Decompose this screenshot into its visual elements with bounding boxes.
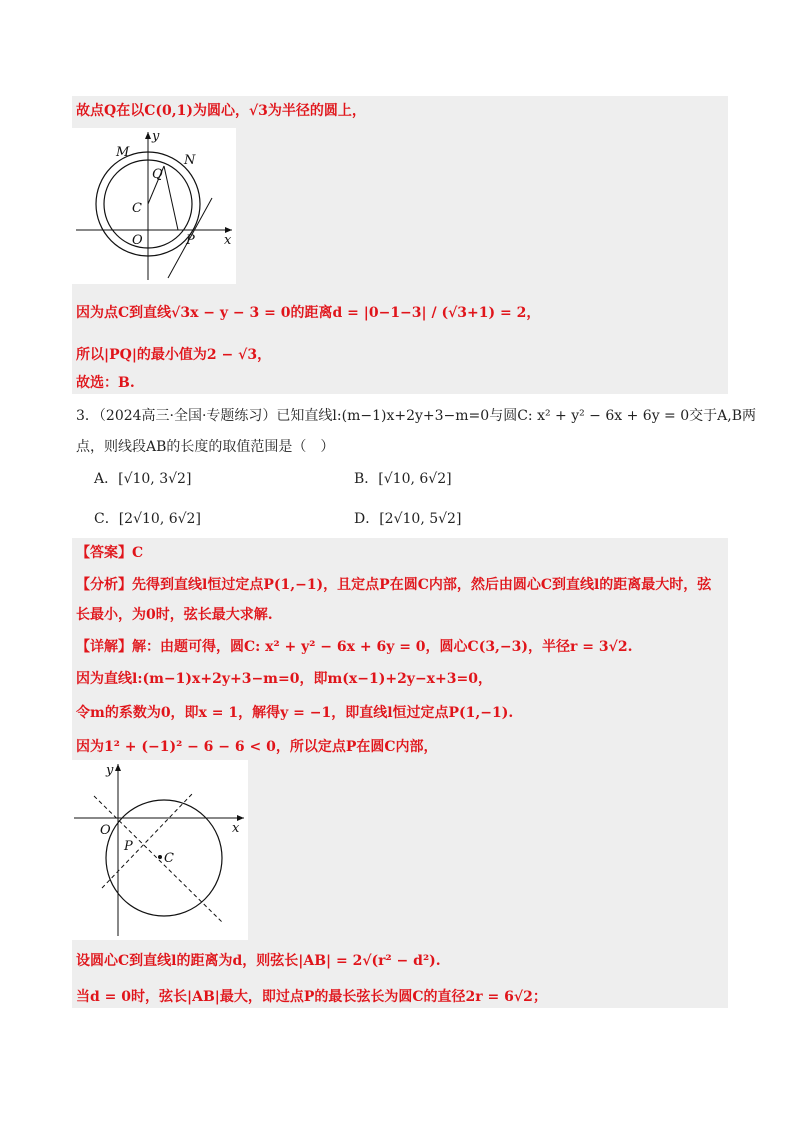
fig1-label-M: M [116,145,130,160]
fig2-label-x: x [232,821,240,836]
option-d: D．[2√10, 5√2] [354,511,462,527]
step-max-chord: 当d = 0时，弦长|AB|最大，即过点P的最长弦长为圆C的直径2r = 6√2； [76,989,547,1005]
fig1-label-y: y [152,129,160,144]
option-c: C．[2√10, 6√2] [94,511,201,527]
fig1-label-C: C [132,201,142,216]
text-min-pq: 所以|PQ|的最小值为2 − √3， [76,347,272,363]
fig2-label-P: P [124,839,133,854]
text-distance-calc: 因为点C到直线√3x − y − 3 = 0的距离d = |0−1−3| / (√3+1) = 2， [76,305,541,321]
step-chord-length: 设圆心C到直线l的距离为d，则弦长|AB| = 2√(r² − d²). [76,953,441,969]
fig1-label-O: O [132,233,143,248]
fig2-label-y: y [106,763,114,778]
answer-label: 【答案】C [76,545,144,561]
step-fixed-point: 令m的系数为0，即x = 1，解得y = −1，即直线l恒过定点P(1,−1). [76,705,514,721]
figure-circle-tangent [72,128,236,284]
fig2-label-O: O [100,823,111,838]
option-b: B．[√10, 6√2] [354,471,452,487]
option-a: A．[√10, 3√2] [94,471,192,487]
question-stem-line1: 3．（2024高三·全国·专题练习）已知直线l:(m−1)x+2y+3−m=0与圆C: x² + y² − 6x + 6y = 0交于A,B两 [76,408,756,424]
step-point-inside: 因为1² + (−1)² − 6 − 6 < 0，所以定点P在圆C内部， [76,739,438,755]
step-line-rewrite: 因为直线l:(m−1)x+2y+3−m=0，即m(x−1)+2y−x+3=0， [76,671,492,687]
figure-circle-chord [72,760,248,940]
detail-line: 【详解】解：由题可得，圆C: x² + y² − 6x + 6y = 0，圆心C(3,−3)，半径r = 3√2. [76,639,633,655]
analysis-line1: 【分析】先得到直线l恒过定点P(1,−1)，且定点P在圆C内部，然后由圆心C到直线l的距离最大时，弦 [76,577,712,593]
fig1-label-x: x [224,233,232,248]
fig1-label-Q: Q [152,167,163,182]
text-choose-b: 故选：B. [76,375,135,391]
text-circle-locus: 故点Q在以C(0,1)为圆心，√3为半径的圆上， [76,103,366,119]
fig2-label-C: C [164,851,174,866]
fig1-label-N: N [184,153,196,168]
question-stem-line2: 点，则线段AB的长度的取值范围是（ ） [76,439,335,455]
fig1-label-P: P [186,233,195,248]
analysis-line2: 长最小，为0时，弦长最大求解. [76,607,273,623]
